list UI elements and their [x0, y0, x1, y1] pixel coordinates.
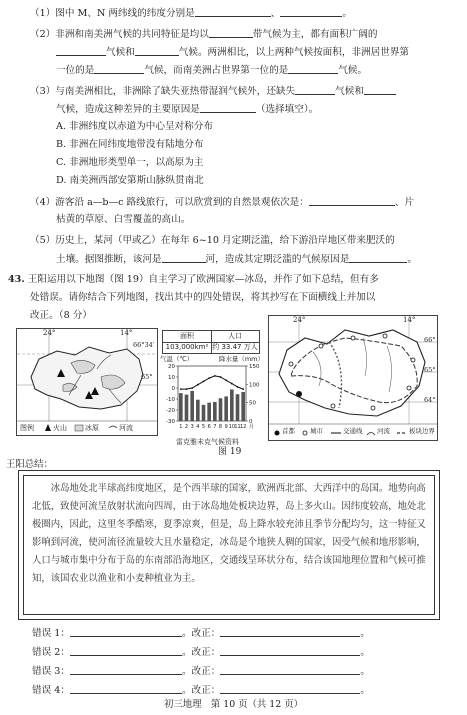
temp-point [231, 383, 233, 385]
answer-blank[interactable] [309, 195, 395, 206]
precip-bar [219, 398, 223, 421]
month-label: 12 [239, 424, 247, 430]
q43-line-3: 改正。（8 分） [30, 310, 92, 321]
legend-glacier: 冰原 [85, 424, 99, 432]
temp-point [203, 381, 205, 383]
precip-bar [207, 403, 211, 421]
answer-blank[interactable] [200, 102, 256, 113]
legend-plate-boundary: 板块边界 [409, 427, 435, 435]
month-label: 11 [234, 424, 241, 430]
answer-blank[interactable] [364, 84, 396, 95]
station-label: 雷克雅未克气候资料 [176, 438, 239, 446]
summary-box [18, 470, 440, 620]
temp-point [186, 388, 188, 390]
month-label: 7 [213, 424, 217, 430]
answer-blank[interactable] [94, 63, 144, 74]
answer-blank[interactable] [349, 252, 407, 263]
precip-bar [230, 389, 234, 421]
temp-tick-label: 10 [168, 375, 175, 381]
precip-bar [185, 395, 189, 421]
month-unit-label: 月 [249, 424, 255, 430]
month-label: 3 [190, 424, 194, 430]
precip-axis-label: 降水量（mm） [218, 355, 264, 363]
error-row-3: 错误 3： 。改正： 。 [32, 666, 370, 677]
question-number: 43. [8, 274, 25, 285]
q4-line-1: （4）游客沿 a—b—c 路线旅行，可以欣赏到的自然景观依次是： 、片 [30, 197, 415, 208]
table-header-area: 面积 [163, 331, 212, 343]
correction-input[interactable] [220, 645, 360, 656]
table-cell-population: 约 33.47 万人 [212, 343, 258, 351]
temp-point [214, 375, 216, 377]
temp-point [220, 376, 222, 378]
temp-line [181, 376, 243, 389]
answer-blank[interactable] [280, 6, 342, 17]
month-label: 1 [179, 424, 183, 430]
lon-label: 24° [43, 329, 56, 337]
temp-point [191, 387, 193, 389]
precip-bar [190, 391, 194, 421]
q4-line-2: 枯黄的草原、白雪覆盖的高山。 [56, 214, 191, 225]
legend-city: 城市 [310, 427, 323, 435]
summary-text: 冰岛地处北半球高纬度地区，是个西半球的国家，欧洲西北部、大西洋中的岛国。地势向高北低，致使河流呈放射状流向四周，由于冰岛地处板块边界，岛上多火山。因纬度较高，地处北极圈内，因此，这里冬季酷寒，夏季凉爽，但是，岛上降水较充沛且季节分配均匀，这一特征又影响到河流，使河流径流量较大且水量稳定，冰岛是个地狭人稠的国家，因受气候和地形影响，人口与城市集中分布于岛的东南部沿海地区，交通线呈环状分布，结合该国地理位置和气候可推知，该国农业以渔业和小麦种植业为主。 [32, 483, 426, 584]
climate-chart-svg [160, 355, 264, 437]
precip-bar [213, 402, 217, 421]
q43-line-2: 处错误。请你结合下列地图，找出其中的四处错误，将其抄写在下面横线上并加以 [30, 292, 376, 303]
climate-chart [160, 355, 264, 437]
area-population-table [162, 330, 260, 354]
answer-blank[interactable] [209, 27, 253, 38]
q1-line: （1）图中 M、N 两纬线的纬度分别是 、 。 [30, 8, 352, 19]
precip-tick-label: 0 [249, 419, 253, 425]
q2-line-3: 一位的是 气候，而南美洲占世界第一位的是 气候。 [56, 65, 368, 76]
summary-title: 王阳总结： [6, 459, 53, 470]
temp-tick-label: 20 [168, 364, 175, 370]
q5-line-2: 土壤。据图推断，该河是 河，造成其定期泛滥的气候原因是 。 [56, 254, 418, 265]
option-d: D. 南美洲西部安第斯山脉纵贯南北 [56, 175, 204, 186]
precip-bar [196, 400, 200, 421]
lon-label: 24° [293, 316, 306, 324]
month-label: 5 [201, 424, 206, 430]
option-b: B. 非洲在同纬度地带没有陆地分布 [56, 139, 204, 150]
option-a: A. 非洲纬度以赤道为中心呈对称分布 [56, 121, 213, 132]
q5-line-1: （5）历史上，某河（甲或乙）在每年 6~10 月定期泛滥，给下游沿岸地区带来肥沃的 [30, 235, 395, 246]
lat-label: 66° [424, 336, 436, 344]
temp-tick-label: 0 [171, 386, 175, 392]
temp-tick-label: -30 [166, 419, 175, 425]
temp-point [242, 388, 244, 390]
lon-label: 14° [120, 329, 133, 337]
legend-river: 河流 [377, 427, 390, 435]
lon-label: 14° [403, 316, 416, 324]
error-row-2: 错误 2： 。改正： 。 [32, 647, 370, 658]
table-header-population: 人口 [211, 331, 259, 343]
temp-axis-label: 气温（℃） [160, 355, 194, 363]
page-footer: 初三地理 第 10 页（共 12 页） [164, 699, 303, 710]
iceland-human-map [268, 315, 438, 441]
answer-blank[interactable] [162, 252, 206, 263]
q1-text: （1）图中 M、N 两纬线的纬度分别是 [30, 8, 195, 19]
error-input[interactable] [70, 626, 182, 637]
lat-label: 64° [424, 396, 436, 404]
error-input[interactable] [70, 645, 182, 656]
table-cell-area: 103,000km² [163, 342, 212, 353]
q3-line-1: （3）与南美洲相比，非洲除了缺失亚热带湿润气候外，还缺失 气候和 [30, 84, 396, 99]
month-label: 2 [184, 424, 189, 430]
answer-blank[interactable] [288, 63, 338, 74]
precip-tick-label: 50 [249, 400, 256, 407]
error-row-4: 错误 4： 。改正： 。 [32, 685, 370, 696]
temp-tick-label: -10 [166, 397, 175, 403]
figure-caption: 图 19 [218, 447, 242, 457]
precip-bar [179, 393, 183, 421]
temp-point [208, 377, 210, 379]
month-label: 9 [224, 424, 228, 430]
temp-point [197, 384, 199, 386]
precip-bar [224, 396, 228, 421]
error-input[interactable] [70, 683, 182, 694]
temp-point [225, 379, 227, 381]
legend-river: 河流 [119, 424, 133, 432]
correction-input[interactable] [220, 626, 360, 637]
month-label: 10 [228, 424, 236, 430]
q2-line-2: 气候和 气候。两洲相比，以上两种气候按面积，非洲居世界第 [56, 45, 409, 60]
precip-tick-label: 100 [249, 382, 260, 389]
lat-label: 65° [424, 366, 436, 374]
option-c: C. 非洲地形类型单一，以高原为主 [56, 157, 204, 168]
precip-bar [241, 392, 245, 421]
correction-input[interactable] [220, 683, 360, 694]
temp-point [180, 388, 182, 390]
answer-blank[interactable] [56, 45, 106, 56]
answer-blank[interactable] [295, 84, 335, 95]
lat-label: 66°34′ [133, 341, 155, 349]
month-label: 4 [196, 424, 200, 430]
answer-blank[interactable] [135, 45, 179, 56]
precip-tick-label: 150 [249, 364, 260, 370]
correction-input[interactable] [220, 664, 360, 675]
error-input[interactable] [70, 664, 182, 675]
answer-blank[interactable] [195, 6, 271, 17]
legend-capital: 首都 [282, 427, 295, 435]
month-label: 6 [207, 424, 211, 430]
precip-bar [236, 394, 240, 421]
precip-bar [202, 405, 206, 421]
temp-tick-label: -20 [166, 408, 175, 414]
q3-line-2: 气候，造成这种差异的主要原因是 （选择填空）。 [56, 104, 319, 115]
q2-line-1: （2）非洲和南美洲气候的共同特征是均以 带气候为主，都有面积广阔的 [30, 29, 378, 40]
lat-label: 65° [141, 373, 153, 381]
q43-line-1: 43. 王阳运用以下地图（图 19）自主学习了欧洲国家—冰岛，并作了如下总结，但有多 [8, 274, 379, 285]
iceland-physical-map [16, 328, 158, 436]
legend-title: 图例 [20, 424, 34, 432]
legend-volcano: 火山 [53, 424, 67, 432]
legend-road: 交通线 [343, 427, 363, 435]
temp-point [237, 386, 239, 388]
error-row-1: 错误 1： 。改正： 。 [32, 628, 370, 639]
month-label: 8 [218, 424, 223, 430]
